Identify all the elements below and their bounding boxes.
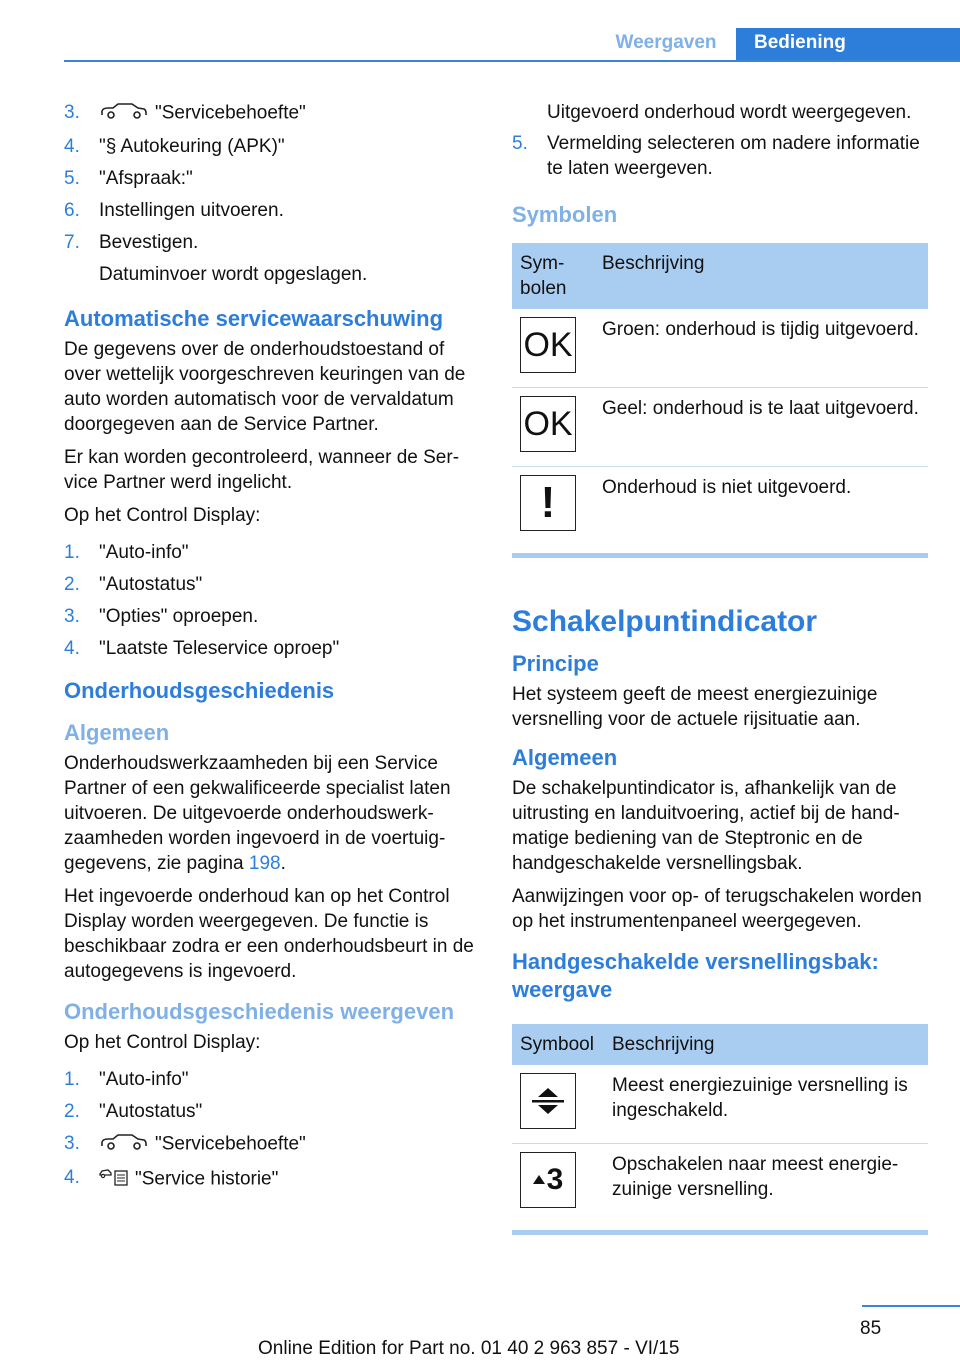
header-tab-weergaven[interactable]: Weergaven	[615, 32, 717, 53]
heading-symbols: Symbolen	[512, 202, 618, 227]
list-item: 3. "Servicebehoefte"	[64, 1131, 480, 1158]
table-end-rule	[512, 1230, 928, 1235]
list-item: 3. "Opties" oproepen.	[64, 606, 259, 627]
service-history-icon	[99, 1165, 129, 1194]
paragraph: Aanwijzingen voor op- of terugschakelen worden op het instrumentenpaneel weergegeven.	[512, 886, 922, 932]
heading-principle: Principe	[512, 651, 599, 676]
shift-up-3-icon: 3	[520, 1152, 576, 1208]
car-service-icon	[99, 1131, 149, 1158]
paragraph: De gegevens over de onderhoudstoestand of over wettelijk voorgeschreven keuringen van de auto worden automatisch voor de vervaldatum doorgegeven aan de Service Partner.	[64, 339, 466, 435]
footer-rule	[862, 1305, 960, 1307]
table-header: Symbolen	[512, 243, 594, 309]
list-item: 3. "Servicebehoefte"	[64, 100, 480, 127]
heading-general: Algemeen	[64, 720, 170, 745]
header-tab-bediening[interactable]: Bediening	[736, 28, 960, 62]
table-row: OK Groen: onderhoud is tijdig uitgevoerd.	[512, 309, 928, 388]
list-item: 6. Instellingen uitvoeren.	[64, 200, 284, 221]
symbols-table	[512, 243, 928, 545]
header-rule	[64, 60, 960, 62]
steps-top-list	[64, 100, 480, 287]
car-service-icon	[99, 100, 149, 127]
gear-engaged-icon	[520, 1073, 576, 1129]
list-item: 1. "Auto-info"	[64, 1069, 189, 1090]
paragraph: Er kan worden gecontroleerd, wanneer de Service Partner werd ingelicht.	[64, 447, 460, 493]
table-header-row	[512, 243, 928, 309]
list-item: 2. "Autostatus"	[64, 1101, 203, 1122]
paragraph: Het ingevoerde onderhoud kan op het Control Display worden weergegeven. De functie is beschikbaar zodra er een onderhoudsbeurt in de autogegevens is ingevoerd.	[64, 886, 474, 982]
list-item: 4. "§ Autokeuring (APK)"	[64, 136, 285, 157]
list-item: 2. "Autostatus"	[64, 574, 203, 595]
heading-auto-service: Automatische servicewaarschuwing	[64, 306, 444, 331]
paragraph: Onderhoudswerkzaamheden bij een Service Partner of een gekwalificeerde specialist laten uitvoeren. De uitgevoerde onderhoudswerkzaamheden worden ingevoerd in de voertuiggegevens, zie pagina 198.	[64, 753, 451, 874]
heading-history: Onderhoudsgeschiedenis	[64, 678, 335, 703]
steps-show-list	[64, 1067, 480, 1194]
footer-edition: Online Edition for Part no. 01 40 2 963 857 - VI/15	[258, 1338, 680, 1359]
list-item: 7. Bevestigen. Datuminvoer wordt opgeslagen.	[64, 232, 368, 285]
right-column	[512, 100, 928, 1235]
table-end-rule	[512, 553, 928, 558]
table-header-row	[512, 1024, 928, 1065]
heading-general-right: Algemeen	[512, 745, 618, 770]
heading-show-history: Onderhoudsgeschiedenis weergeven	[64, 999, 455, 1024]
table-row: 3 Opschakelen naar meest energiezuinige versnelling.	[512, 1144, 928, 1223]
page-link[interactable]: 198	[248, 853, 281, 874]
table-row: ! Onderhoud is niet uitgevoerd.	[512, 467, 928, 546]
table-row: Meest energiezuinige versnelling is ingeschakeld.	[512, 1065, 928, 1144]
paragraph: Op het Control Display:	[64, 1032, 261, 1053]
table-header: Beschrijving	[594, 243, 928, 309]
list-item: Uitgevoerd onderhoud wordt weergegeven.	[547, 102, 912, 123]
list-item: 4. "Laatste Teleservice oproep"	[64, 638, 340, 659]
list-item: 5. "Afspraak:"	[64, 168, 193, 189]
list-item: 5. Vermelding selecteren om nadere informatie te laten weergeven.	[512, 133, 920, 179]
page-number: 85	[860, 1318, 882, 1339]
steps-auto-list	[64, 540, 480, 661]
paragraph: De schakelpuntindicator is, afhankelijk van de uitrusting en landuitvoering, actief bij de handmatige bediening van de Steptronic en de handgeschakelde versnellingsbak.	[512, 778, 900, 874]
left-column	[64, 100, 480, 1201]
steps-right-list	[512, 100, 928, 181]
paragraph: Op het Control Display:	[64, 505, 261, 526]
paragraph: Het systeem geeft de meest energiezuinige versnelling voor de actuele rijsituatie aan.	[512, 684, 878, 730]
table-row: OK Geel: onderhoud is te laat uitgevoerd.	[512, 388, 928, 467]
list-item: 1. "Auto-info"	[64, 542, 189, 563]
list-item: 4. "Service historie"	[64, 1165, 480, 1194]
heading-manual-gearbox: Handgeschakelde versnellingsbak: weergave	[512, 949, 879, 1002]
ok-yellow-icon: OK	[520, 396, 576, 452]
ok-green-icon: OK	[520, 317, 576, 373]
heading-shift-indicator: Schakelpuntindicator	[512, 605, 818, 638]
table-header: Beschrijving	[604, 1024, 928, 1065]
table-header: Symbool	[512, 1024, 604, 1065]
gear-table	[512, 1024, 928, 1222]
exclamation-icon: !	[520, 475, 576, 531]
